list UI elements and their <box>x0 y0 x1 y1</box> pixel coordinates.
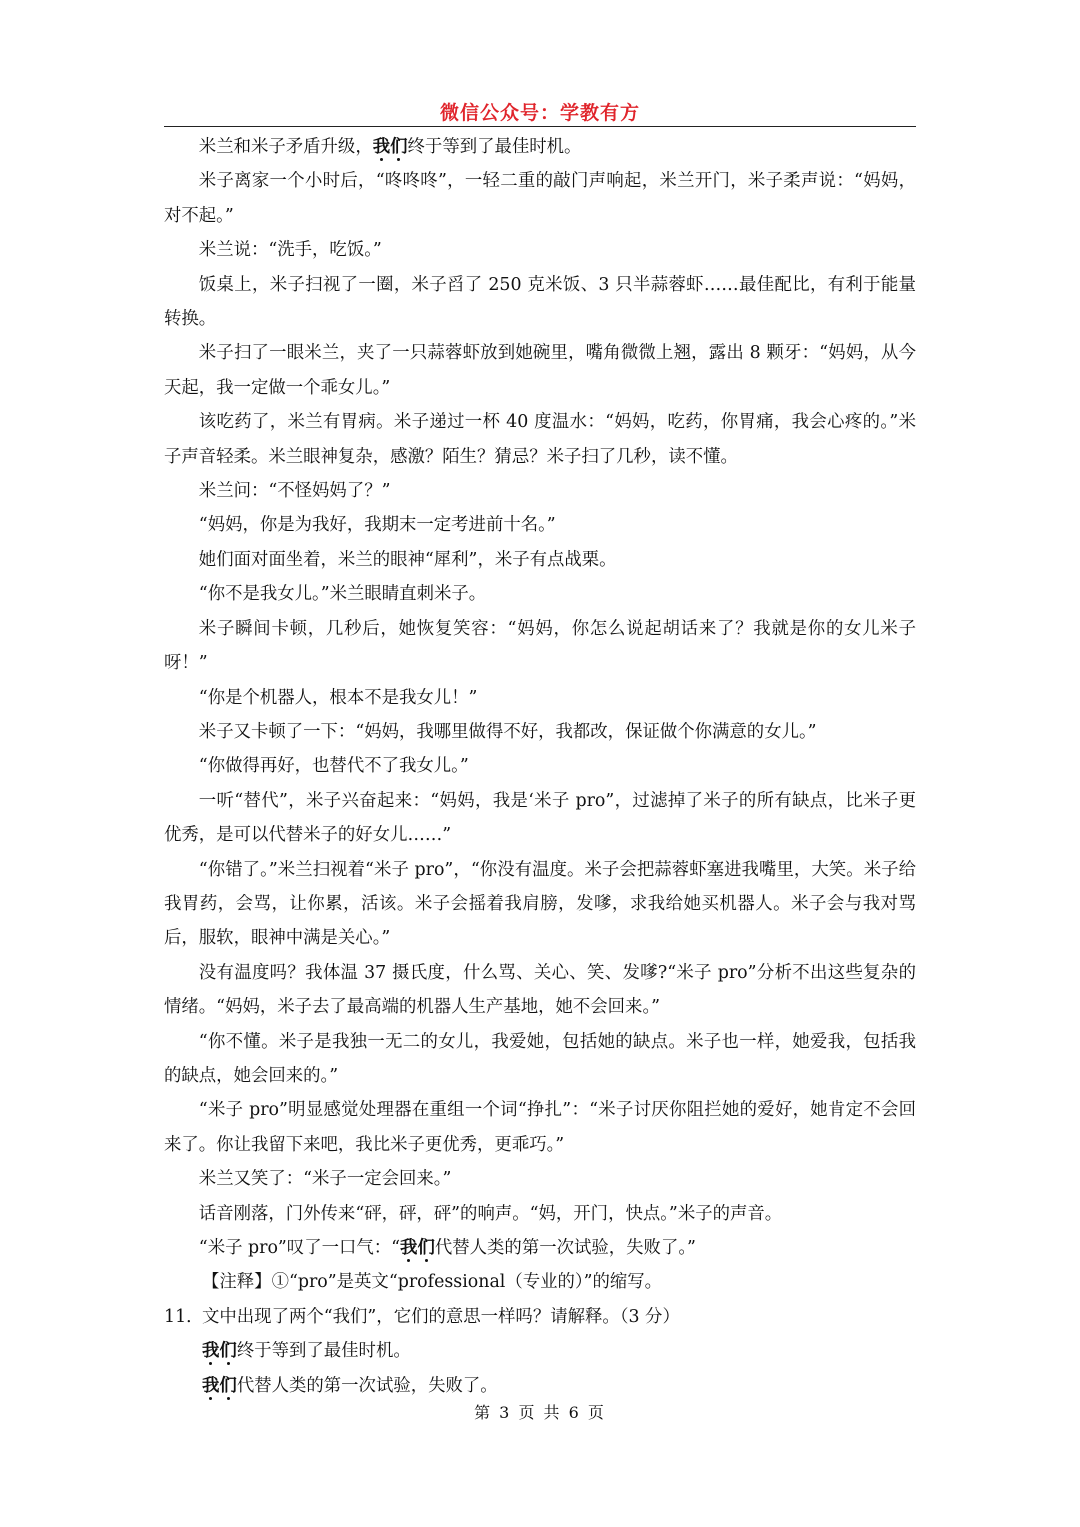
paragraph: 她们面对面坐着，米兰的眼神“犀利”，米子有点战栗。 <box>198 549 617 570</box>
page-header-title: 微信公众号：学教有方 <box>439 102 640 124</box>
emphasis-char: 们 <box>417 1238 435 1258</box>
paragraph: 话音刚落，门外传来“砰，砰，砰”的响声。“妈，开门，快点。”米子的声音。 <box>198 1203 783 1224</box>
emphasis-char: 我 <box>372 137 391 157</box>
paragraph: 没有温度吗？我体温 37 摄氏度，什么骂、关心、笑、发嗲?“米子 pro”分析不出这些复杂的情绪。“妈妈，米子去了最高端的机器人生产基地，她不会回来。” <box>164 962 916 1018</box>
question-number: 11． <box>164 1306 204 1327</box>
paragraph: 米兰和米子矛盾升级，我们终于等到了最佳时机。 <box>198 137 582 157</box>
paragraph: 米兰又笑了：“米子一定会回来。” <box>198 1169 452 1190</box>
question-quote-1: 我们终于等到了最佳时机。 <box>202 1341 411 1362</box>
header-divider <box>164 126 916 127</box>
paragraph: 该吃药了，米兰有胃病。米子递过一杯 40 度温水：“妈妈，吃药，你胃痛，我会心疼的。”米子声音轻柔。米兰眼神复杂，感激？陌生？猜忌？米子扫了几秒，读不懂。 <box>164 412 916 467</box>
paragraph: “你不是我女儿。”米兰眼睛直刺米子。 <box>198 584 487 605</box>
paragraph: 米兰问：“不怪妈妈了？” <box>198 481 391 502</box>
paragraph: 米子瞬间卡顿，几秒后，她恢复笑容：“妈妈，你怎么说起胡话来了？我就是你的女儿米子呀！” <box>164 618 916 674</box>
paragraph: “你错了。”米兰扫视着“米子 pro”，“你没有温度。米子会把蒜蓉虾塞进我嘴里，大笑。米子给我胃药，会骂，让你累，活该。米子会摇着我肩膀，发嗲，求我给她买机器人。米子会与我对骂后，服软，眼神中满是关心。” <box>164 859 916 949</box>
emphasis-char: 们 <box>219 1375 237 1396</box>
paragraph: 米子离家一个小时后，“咚咚咚”，一轻二重的敲门声响起，米兰开门，米子柔声说：“妈妈，对不起。” <box>164 171 916 226</box>
emphasis-char: 我 <box>400 1238 418 1258</box>
page-footer: 第 3 页 共 6 页 <box>474 1403 606 1422</box>
emphasis-char: 我 <box>202 1375 220 1396</box>
question-quote-2: 我们代替人类的第一次试验，失败了。 <box>202 1375 498 1396</box>
paragraph: 饭桌上，米子扫视了一圈，米子舀了 250 克米饭、3 只半蒜蓉虾……最佳配比，有利于能量转换。 <box>164 274 916 330</box>
paragraph: 米子又卡顿了一下：“妈妈，我哪里做得不好，我都改，保证做个你满意的女儿。” <box>198 721 817 742</box>
question-11 <box>164 1300 916 1334</box>
emphasis-char: 我 <box>202 1341 220 1362</box>
paragraph: “米子 pro”叹了一口气：“我们代替人类的第一次试验，失败了。” <box>198 1238 696 1258</box>
annotation-note: 【注释】①“pro”是英文“professional（专业的）”的缩写。 <box>202 1272 663 1293</box>
paragraph: 米子扫了一眼米兰，夹了一只蒜蓉虾放到她碗里，嘴角微微上翘，露出 8 颗牙：“妈妈，从今天起，我一定做一个乖女儿。” <box>164 343 916 398</box>
paragraph: 一听“替代”，米子兴奋起来：“妈妈，我是‘米子 pro”，过滤掉了米子的所有缺点，比米子更优秀，是可以代替米子的好女儿……” <box>164 790 916 846</box>
emphasis-char: 们 <box>390 137 408 157</box>
paragraph: “你做得再好，也替代不了我女儿。” <box>198 756 469 777</box>
paragraph: 米兰说：“洗手，吃饭。” <box>198 240 382 261</box>
emphasis-char: 们 <box>219 1341 237 1362</box>
story-body <box>164 130 916 1403</box>
question-text: 文中出现了两个“我们”，它们的意思一样吗？请解释。（3 分） <box>202 1306 680 1327</box>
paragraph: “你不懂。米子是我独一无二的女儿，我爱她，包括她的缺点。米子也一样，她爱我，包括我的缺点，她会回来的。” <box>164 1031 916 1086</box>
paragraph: “妈妈，你是为我好，我期末一定考进前十名。” <box>198 515 556 536</box>
paragraph: “你是个机器人，根本不是我女儿！” <box>198 687 478 708</box>
paragraph: “米子 pro”明显感觉处理器在重组一个词“挣扎”：“米子讨厌你阻拦她的爱好，她肯定不会回来了。你让我留下来吧，我比米子更优秀，更乖巧。” <box>164 1100 916 1155</box>
